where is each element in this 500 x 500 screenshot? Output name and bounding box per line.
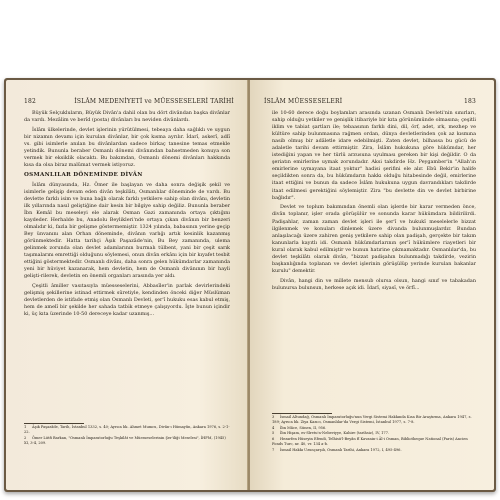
left-running-title: İSLÂM MEDENİYETİ ve MÜESSESELERİ TARİHİ (74, 98, 234, 105)
right-running-head (264, 98, 476, 105)
right-footnotes (272, 410, 476, 454)
right-paragraph-2: Devlet ve toplum bakımından önemli olan işlerde bir karar vermeden önce, divân toplanır, işler orada görüşülür ve sonunda karar hükümdara bildirilirdi. Padişahlar, zaman zaman devlet işleri ile şer'î ve hukukî meselelerle bizzat ilgilenmek ve konuları dinlemek üzere divanda bulunmuşlardır. Bundan anlaşılacağı üzere zahiren geniş yetkilere sahip olan padişah, gerçekte bir takım kanunlarla kayıtlı idi. Osmanlı hükümdarlarının şer'î hükümlere riayetleri bir kural olarak kabul edilmiştir ve bunun hatırine çıkmamaktadır. Osmanlılar'da, bu devlet teşkilâtı olarak divân, "bizzat padişahın bulunmadığı takdirde, vezirin başkanlığında toplanan ve devlet işlerinin görüşülüp yerinde kurulan bakanlar kurulu" demektir. (272, 204, 476, 274)
right-paragraph-3: Divân, hangi din ve millete mensub olursa olsun, hangi sınıf ve tabakadan bulunursa bulunsun, herkese açık idi. İdarî, siyasî, ve örfî... (272, 277, 476, 291)
left-paragraph-4: Çeşitli âmiller vasıtasıyla müesseselerini, Abbasîler'in parlak devirlerindeki gelişmiş şekillerine istinad ettirmek sûretiyle, kendinden önceki diğer Müslüman devletlerden de istifade etmiş olan Osmanlı Devleti, şer'î hukuku esas kabul etmiş, hem de amelî bir şekilde her sahada tatbik etmeye çalışıyordu. İşte bunun içindir ki, üç kıta üzerinde 10-50 dereceye kadar uzanmış... (24, 283, 230, 318)
footnote: 5 İbn Hişam, es-Sîretu'n-Nebeviyye, Kahire (tarihsiz), IV, 177. (272, 431, 390, 436)
right-running-title: İSLÂM MÜESSESELERİ (264, 98, 343, 105)
left-body-text (24, 110, 230, 321)
left-paragraph-3: İslâm dünyasında, Hz. Ömer ile başlayan ve daha sonra değişik şekil ve isimlerle gelişip devam eden divân teşkilâtı, Osmanlılar döneminde de vardı. Bu devlette farklı isim ve buna bağlı olarak farklı yetkilere sahip olan divânı, devletin ilk yıllarında nasıl geliştiğine dair kesin bir bilgiye sahip değiliz. Bununla beraber İbn Kemâl bu meseleyi ele alarak Osman Gazi zamanında ortaya çıktığını kaydeder. Herhalde bu, Anadolu Beylikleri'nde ortaya çıkan divânın bir benzeri olmalıdır ki, fazla bir gelişme göstermemiştir. 1324 yılında, babasının yerine geçip Bey ünvanını alan Orhan döneminde, divânın varlığı artık kesinlik kazanmış görünmektedir. Hatta tarihçi Âşık Paşazâde'nin, Bu Bey zamanında, ulema gelinmek zorunda olan devlet adamlarının burmalı tülbent, yani bir çeşit sarık taşımalarını emrettiği olduğunu söylemesi, onun divân erkânı için bir kıyafet tesbit ettiğini göstermektedir. Osmanlı divânı, daha sonra gelen hükümdarlar zamanında yeni bir hüviyet kazanarak, hem devletin, hem de Osmanlı divânının bir hayli gelişti-rilerek, devletin en önemli organları arasında yer aldı. (24, 181, 231, 280)
left-page (6, 80, 248, 490)
right-page-number: 183 (463, 98, 476, 105)
section-heading: OSMANLILAR DÖNEMİNDE DİVÂN (24, 171, 143, 178)
left-paragraph-1: Büyük Selçukluların, Büyük Divân'a dahil olan bu dört divândan başka divânlar da vardı. Mezâlim ve berîd (posta) divânları bu neviden divânlardı. (24, 110, 230, 124)
footnote: 1 Âşık Paşazâde, Tarih, İstanbul 1332, s. 40; Ayrıca bk. Ahmet Mumcu, Divân-ı Hümayûn, Ankara 1976, s. 2-1-22. (24, 424, 230, 434)
right-body-text (272, 110, 476, 295)
right-page (250, 80, 494, 490)
right-paragraph-1: ile 10-60 derece doğu boylamları arasında uzanan Osmanlı Devleti'nin sınırları, sahip olduğu yetkiler ve genişlik itibariyle bir kıta görünümünde olmasına; çeşitli iklim ve tabiat şartları ile; tebaasının farklı dini, dil, örf, adet, ırk, mezhep ve kültüre sahip bulunmasına rağmen ordan, dünya devletlerinden çok az kısmına nasib olmuş bir adâletle idare edebilmişti. Zaten devlet, bilhassa bu gücü de adaletle tarihi devam ettirmiştir. Zira, İslâm hukukuna göre hükümdar, her istediğini yapan ve her türlü arzusuna uyulması gereken bir kişi değildir. O da şeriatın emirlerine uymak zorundadır. Aksi takdirde Hz. Peygamber'in "Allah'ın emirlerine uymayana itaat yoktur" hadisi şerifini ele alır. Ebû Bekir'in halife seçildikten sonra da, bu hükümdarın hakkı olduğu hitabesinde değil, emirlerine itaat ettiğini ve bunun da sadece İslâm hukukuna uygun davrandıkları takdirde itaat edilmesi gerektiğini söylemiştir. Zira "bu devlette din ve devlet birbirine bağlıdır". (272, 110, 476, 201)
footnote: 4 İbn Mâce, Sünen, II, 956. (272, 425, 327, 430)
footnote: 6 Hezarfen Hüseyin Efendi, Telhisü'l-Beyân fî Kavanin-i Âl-i Osman, Bibliotheque National (Paris) Ancien Fonds Turc, nr. 40, vr. 134 a-b. (272, 437, 468, 447)
footnote: 7 İsmail Hakkı Uzunçarşılı, Osmanlı Tarihi, Ankara 1972, I, 495-496. (272, 448, 402, 453)
footnote: 2 Ömer Lütfi Barkan, "Osmanlı İmparatorluğu Teşkilât ve Müesseselerinin Şer'iliği Meselesi", İHFM, (1945) XI, 3-4, 209. (24, 435, 226, 445)
left-footnotes (24, 420, 230, 447)
open-book (4, 78, 496, 492)
left-paragraph-2: İslâm ülkelerinde, devlet işlerinin yürütülmesi, tebeaya daha sağlıklı ve uygun bir nizamın devamı için kurulan divânlar, bir çok kısma ayrılır. İdarî, askerî, adlî vs. gibi isimlerle anılan bu divânlardan sadece birkaç tanesine temas etmekle yetindik. Bununla beraber Osmanlı dönemi divânından bahsetmeden konuya son vermek bir eksiklik olacaktı. Bu bakımdan, Osmanlı dönemi divânları hakkında kısa da olsa biraz malûmat vermek istiyoruz. (24, 126, 230, 169)
left-page-number: 182 (24, 98, 37, 105)
footnote: 3 İsmail Altundağ, Osmanlı İmparatorluğu'nun Vergi Sistemi Hakkında Kısa Bir Araştırma, Ankara 1947, s. 189; Ayrıca bk. Ziya Kazıcı, Osmanlılar'da Vergi Sistemi, İstanbul 1977, s. 7-8. (272, 414, 472, 424)
left-running-head (24, 98, 234, 105)
